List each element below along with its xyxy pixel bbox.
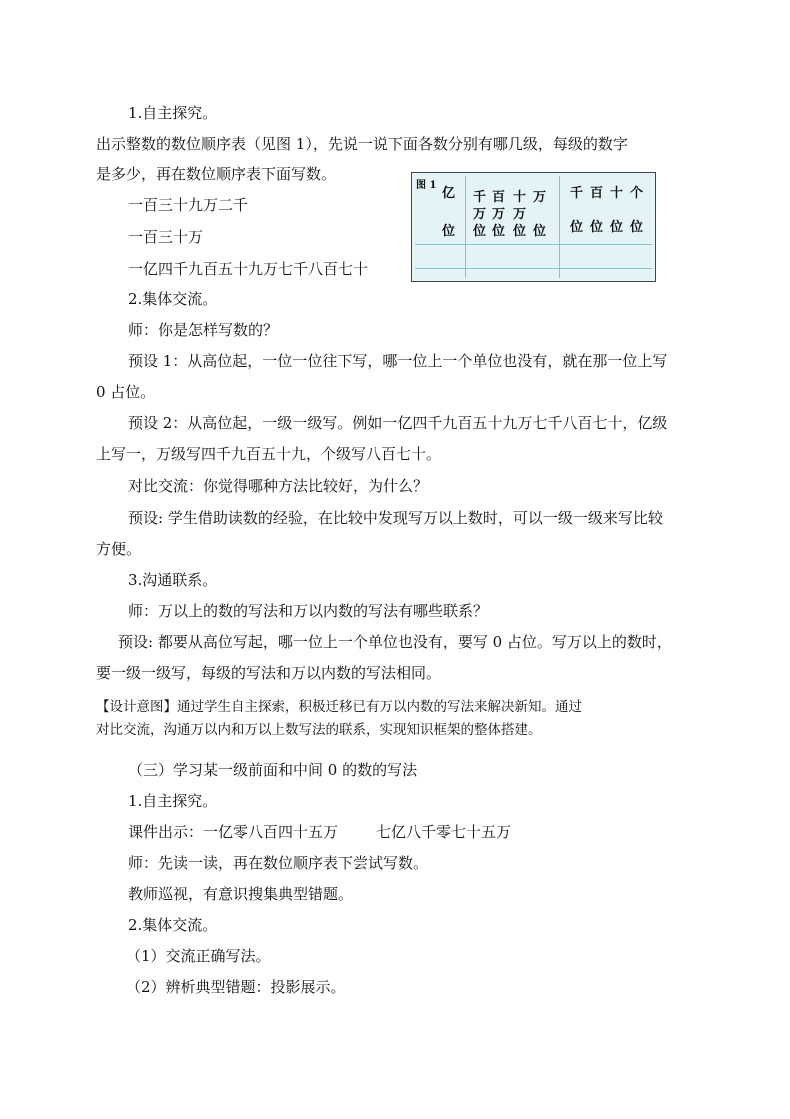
t1-title: 1.自主探究。 (128, 792, 218, 810)
s1-title: 1.自主探究。 (128, 104, 218, 122)
design-intent-text-1: 通过学生自主探索，积极迁移已有万以内数的写法来解决新知。通过 (177, 699, 582, 715)
label-qian-wan-1: 千 (473, 190, 487, 205)
design-intent-label: 【设计意图】 (96, 699, 177, 715)
label-bai-wan-3: 位 (492, 224, 506, 239)
s2-title: 2.集体交流。 (128, 290, 218, 308)
label-bai-wan-1: 百 (492, 190, 506, 205)
preset-1-line1: 预设 1：从高位起，一位一位往下写，哪一位上一个单位也没有，就在那一位上写 (128, 352, 668, 370)
preset-4-line1: 预设: 都要从高位写起，哪一位上一个单位也没有，要写 0 占位。写万以上的数时， (118, 633, 672, 651)
label-wan-1: 万 (533, 190, 547, 205)
number-3: 一亿四千九百五十九万七千八百七十 (128, 260, 369, 278)
preset-2-line2: 上写一，万级写四千九百五十九，个级写八百七十。 (96, 445, 442, 463)
design-intent-text-2: 对比交流，沟通万以内和万以上数写法的联系，实现知识框架的整体搭建。 (96, 722, 542, 738)
courseware-label: 课件出示： (128, 823, 204, 841)
design-intent (96, 696, 706, 742)
courseware-show (128, 822, 511, 842)
patrol-text: 教师巡视，有意识搜集典型错题。 (128, 885, 354, 903)
courseware-number-1: 一亿零八百四十五万 (203, 823, 339, 841)
item-2: （2）辨析典型错题：投影展示。 (126, 978, 346, 996)
label-wei-1: 位 (442, 224, 456, 239)
preset-2-line1: 预设 2：从高位起，一级一级写。例如一亿四千九百五十九万七千八百七十，亿级 (128, 414, 668, 432)
s1-paragraph-line2: 是多少，再在数位顺序表下面写数。 (96, 165, 337, 183)
label-qian-2: 位 (570, 220, 584, 235)
label-shi-2: 位 (610, 220, 624, 235)
teacher-question-3: 师：先读一读，再在数位顺序表下尝试写数。 (128, 854, 429, 872)
preset-3-line1: 预设: 学生借助读数的经验，在比较中发现写万以上数时，可以一级一级来写比较 (128, 509, 663, 527)
label-qian-1: 千 (570, 186, 584, 201)
label-qian-wan-3: 位 (473, 224, 487, 239)
label-yi: 亿 (442, 186, 456, 201)
preset-4-line2: 要一级一级写，每级的写法和万以内数的写法相同。 (96, 664, 442, 682)
figure-caption: 图 1 (416, 180, 437, 191)
place-value-table-figure (411, 172, 656, 282)
label-wan-2: 位 (533, 224, 547, 239)
label-shi-1: 十 (610, 186, 624, 201)
s3-title: 3.沟通联系。 (128, 571, 218, 589)
teacher-question-2: 师：万以上的数的写法和万以内数的写法有哪些联系？ (128, 602, 489, 620)
number-2: 一百三十万 (128, 228, 204, 246)
preset-3-line2: 方便。 (96, 540, 142, 558)
label-bai-2: 位 (590, 220, 604, 235)
s1-paragraph-line1: 出示整数的数位顺序表（见图 1），先说一说下面各数分别有哪几级，每级的数字 (96, 135, 628, 153)
number-1: 一百三十九万二千 (128, 196, 249, 214)
label-shi-wan-2: 万 (513, 207, 527, 222)
label-shi-wan-1: 十 (513, 190, 527, 205)
section-3-heading: （三）学习某一级前面和中间 0 的数的写法 (128, 761, 418, 779)
t2-title: 2.集体交流。 (128, 916, 218, 934)
item-1: （1）交流正确写法。 (126, 947, 271, 965)
compare-text: 对比交流：你觉得哪种方法比较好，为什么？ (128, 477, 429, 495)
label-qian-wan-2: 万 (473, 207, 487, 222)
courseware-number-2: 七亿八千零七十五万 (376, 823, 512, 841)
label-bai-wan-2: 万 (492, 207, 506, 222)
teacher-question-1: 师：你是怎样写数的？ (128, 321, 279, 339)
label-shi-wan-3: 位 (513, 224, 527, 239)
preset-1-line2: 0 占位。 (96, 383, 156, 401)
label-bai-1: 百 (590, 186, 604, 201)
label-ge-1: 个 (630, 186, 644, 201)
label-ge-2: 位 (630, 220, 644, 235)
